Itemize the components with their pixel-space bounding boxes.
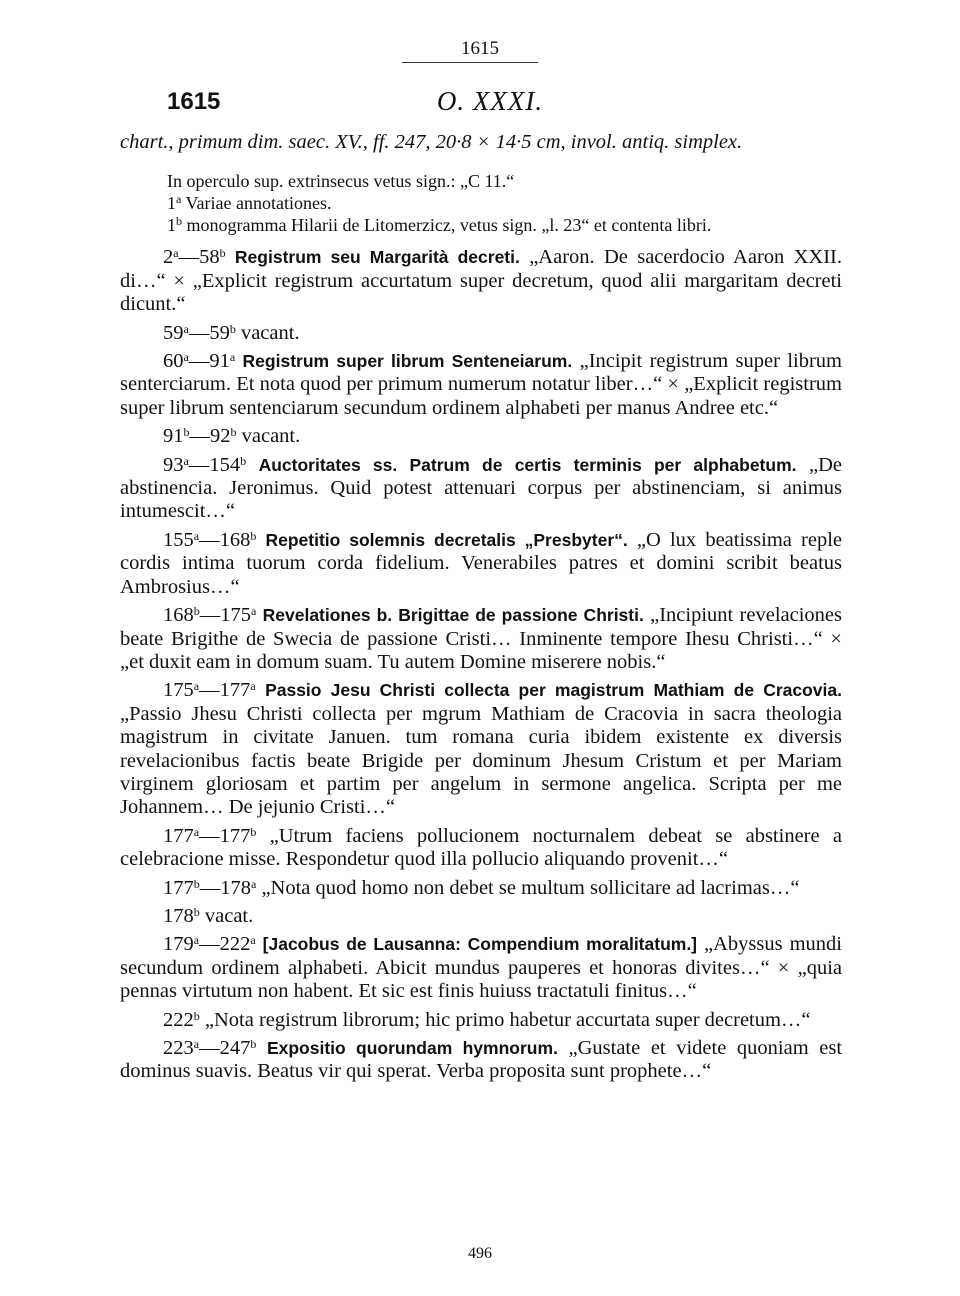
entry-text: „O lux beatissima reple cordis intima tuorum corda fidelium. Venerabiles patres et domini scribit beatus Ambrosius…“ xyxy=(120,528,843,598)
folio-dash: — xyxy=(189,425,210,448)
folio-start: 2 xyxy=(163,246,174,269)
folio-side: a xyxy=(251,876,257,891)
content-entry xyxy=(120,1037,842,1084)
folio-end: 247 xyxy=(219,1037,251,1059)
folio-start: 179 xyxy=(163,933,194,956)
folio-side: b xyxy=(250,824,257,839)
content-entry xyxy=(120,425,842,448)
folio-start: 60 xyxy=(163,350,184,373)
folio-dash: — xyxy=(188,453,210,476)
folio-side: a xyxy=(193,1037,200,1051)
content-entry xyxy=(120,454,842,524)
entry-text: „Incipit registrum super librum senterciarum. Et nota quod per primum numerum notatur liber…“ × „Explicit registrum super librum sentenciarum secundum ordinem alphabeti per manus Andree etc.“ xyxy=(120,350,843,419)
folio-dash: — xyxy=(199,679,220,702)
folio-side: a xyxy=(183,453,189,468)
content-entry xyxy=(120,529,842,599)
folio-side: b xyxy=(193,904,200,919)
note-line: In operculo sup. extrinsecus vetus sign.: „C 11.“ xyxy=(167,171,515,192)
folio-end: 177 xyxy=(219,679,251,702)
folio-end: 177 xyxy=(219,824,251,847)
folio-side: a xyxy=(173,246,179,261)
note-line: 1$^b$ monogramma Hilarii de Litomerzicz, vetus sign. „l. 23“ et contenta libri. xyxy=(167,214,712,236)
content-entry xyxy=(120,877,842,900)
folio-end: 91 xyxy=(209,350,230,373)
folio-start: 59 xyxy=(163,321,184,344)
folio-end: 92 xyxy=(210,425,231,448)
folio-start: 177 xyxy=(163,824,194,847)
folio-dash: — xyxy=(199,528,220,551)
content-entry xyxy=(120,905,842,928)
content-entry xyxy=(120,825,842,872)
entry-text: „Nota quod homo non debet se multum sollicitare ad lacrimas…“ xyxy=(256,876,800,899)
entry-text: „Abyssus mundi secundum ordinem alphabeti. Abicit mundus pauperes et honoras divites…“ × „quia pennas virtutum non habent. Et sic est finis huiuss tractatuli finitus…“ xyxy=(120,933,842,1003)
page-number: 496 xyxy=(468,1245,492,1262)
entry-title: Registrum seu Margarità decreti. xyxy=(234,247,520,268)
entry-text: „Utrum faciens pollucionem nocturnalem debeat se abstinere a celebracione misse. Respondetur quod illa pollucio aliquando provenit…“ xyxy=(120,824,842,871)
folio-start: 155 xyxy=(163,528,194,551)
folio-dash: — xyxy=(199,1037,220,1059)
content-entry xyxy=(120,350,842,420)
folio-end: 58 xyxy=(199,246,220,269)
folio-side: b xyxy=(250,1037,257,1051)
entries-list xyxy=(120,246,842,1083)
folio-side: b xyxy=(229,321,236,336)
entry-title: Passio Jesu Christi collecta per magistrum Mathiam de Cracovia. xyxy=(265,680,842,701)
folio-side: b xyxy=(193,604,200,619)
folio-dash: — xyxy=(188,321,210,344)
content-entry xyxy=(120,322,842,345)
folio-dash: — xyxy=(199,824,220,847)
folio-side: b xyxy=(230,425,237,440)
entry-title: Expositio quorundam hymnorum. xyxy=(266,1038,558,1058)
folio-side: b xyxy=(193,876,200,891)
entry-title: Registrum super librum Senteneiarum. xyxy=(242,351,573,372)
folio-end: 178 xyxy=(220,876,251,899)
folio-start: 177 xyxy=(163,876,194,899)
folio-side: a xyxy=(193,824,200,839)
content-entry xyxy=(120,604,842,674)
folio-side: a xyxy=(250,679,256,694)
folio-start: 178 xyxy=(163,904,194,927)
folio-dash: — xyxy=(178,246,200,269)
content-entry xyxy=(120,933,842,1003)
entry-text: „Gustate et videte quoniam est dominus suavis. Beatus vir qui sperat. Verba proposita sunt prophete…“ xyxy=(120,1037,843,1083)
folio-side: b xyxy=(240,453,247,468)
folio-start: 168 xyxy=(163,604,194,627)
folio-end: 168 xyxy=(219,528,251,551)
entry-text: „Aaron. De sacerdocio Aaron XXII. di…“ × „Explicit registrum accurtatum super decretum, quod alii margaritam decreti dicunt.“ xyxy=(120,246,843,316)
entry-text: „De abstinencia. Jeronimus. Quid potest attenuari corpus per abstinenciam, si animus intumescit…“ xyxy=(120,453,843,523)
folio-end: 222 xyxy=(219,933,251,956)
content-entry xyxy=(120,1009,842,1032)
header-rule xyxy=(402,62,538,63)
folio-start: 175 xyxy=(163,679,194,702)
folio-side: b xyxy=(183,425,190,440)
note-line: 1$^a$ Variae annotationes. xyxy=(167,192,332,214)
entry-title: Auctoritates ss. Patrum de certis terminis per alphabetum. xyxy=(258,454,797,475)
folio-dash: — xyxy=(199,876,221,899)
entry-title: Repetitio solemnis decretalis „Presbyter“. xyxy=(265,529,628,550)
folio-side: a xyxy=(251,604,257,619)
folio-start: 222 xyxy=(163,1008,194,1031)
folio-side: a xyxy=(250,933,256,948)
folio-start: 91 xyxy=(163,425,184,448)
catalogue-text xyxy=(120,131,842,1084)
folio-dash: — xyxy=(199,933,220,956)
content-entry xyxy=(120,679,842,819)
physical-description: chart., primum dim. saec. XV., ff. 247, 20·8 × 14·5 cm, invol. antiq. simplex. xyxy=(120,131,743,153)
folio-dash: — xyxy=(188,350,210,373)
entry-title: Revelationes b. Brigittae de passione Christi. xyxy=(262,605,644,626)
folio-side: b xyxy=(193,1008,200,1023)
entry-text: vacant. xyxy=(235,321,300,344)
folio-start: 93 xyxy=(163,453,184,476)
entry-number: 1615 xyxy=(167,88,221,115)
folio-side: b xyxy=(219,246,226,261)
entry-text: „Passio Jhesu Christi collecta per mgrum Mathiam de Cracovia in sacra theologia magistrum in civitate Januen. tum romana curia ibidem existente ex diversis revelacionibus factis beate Brigide per dominum Jhesum Cristum et per Mariam virginem gloriosam et partim per angelum in sermone angelica. Scripta per me Johannem… De jejunio Cristi…“ xyxy=(120,702,842,819)
folio-side: b xyxy=(250,528,257,543)
folio-side: a xyxy=(193,528,200,543)
folio-end: 154 xyxy=(209,453,241,476)
running-head: 1615 xyxy=(461,38,499,59)
entry-text: vacant. xyxy=(236,425,301,448)
folio-side: a xyxy=(193,933,200,948)
entry-text: „Incipiunt revelaciones beate Brigithe de Swecia de passione Cristi… Inminente tempore Ihesu Christi…“ × „et duxit eam in domum suam. Tu autem Domine miserere nobis.“ xyxy=(120,604,842,673)
entry-text: vacat. xyxy=(199,904,254,927)
folio-side: a xyxy=(193,679,200,694)
folio-end: 59 xyxy=(209,321,230,344)
content-entry xyxy=(120,246,842,316)
folio-side: a xyxy=(229,350,236,365)
shelfmark: O. XXXI. xyxy=(436,86,544,116)
folio-end: 175 xyxy=(220,604,251,627)
folio-start: 223 xyxy=(163,1037,194,1059)
folio-side: a xyxy=(183,321,189,336)
folio-dash: — xyxy=(199,604,221,627)
entry-text: „Nota registrum librorum; hic primo habetur accurtata super decretum…“ xyxy=(199,1008,811,1031)
entry-title: [Jacobus de Lausanna: Compendium moralitatum.] xyxy=(262,934,698,955)
folio-side: a xyxy=(183,350,189,365)
